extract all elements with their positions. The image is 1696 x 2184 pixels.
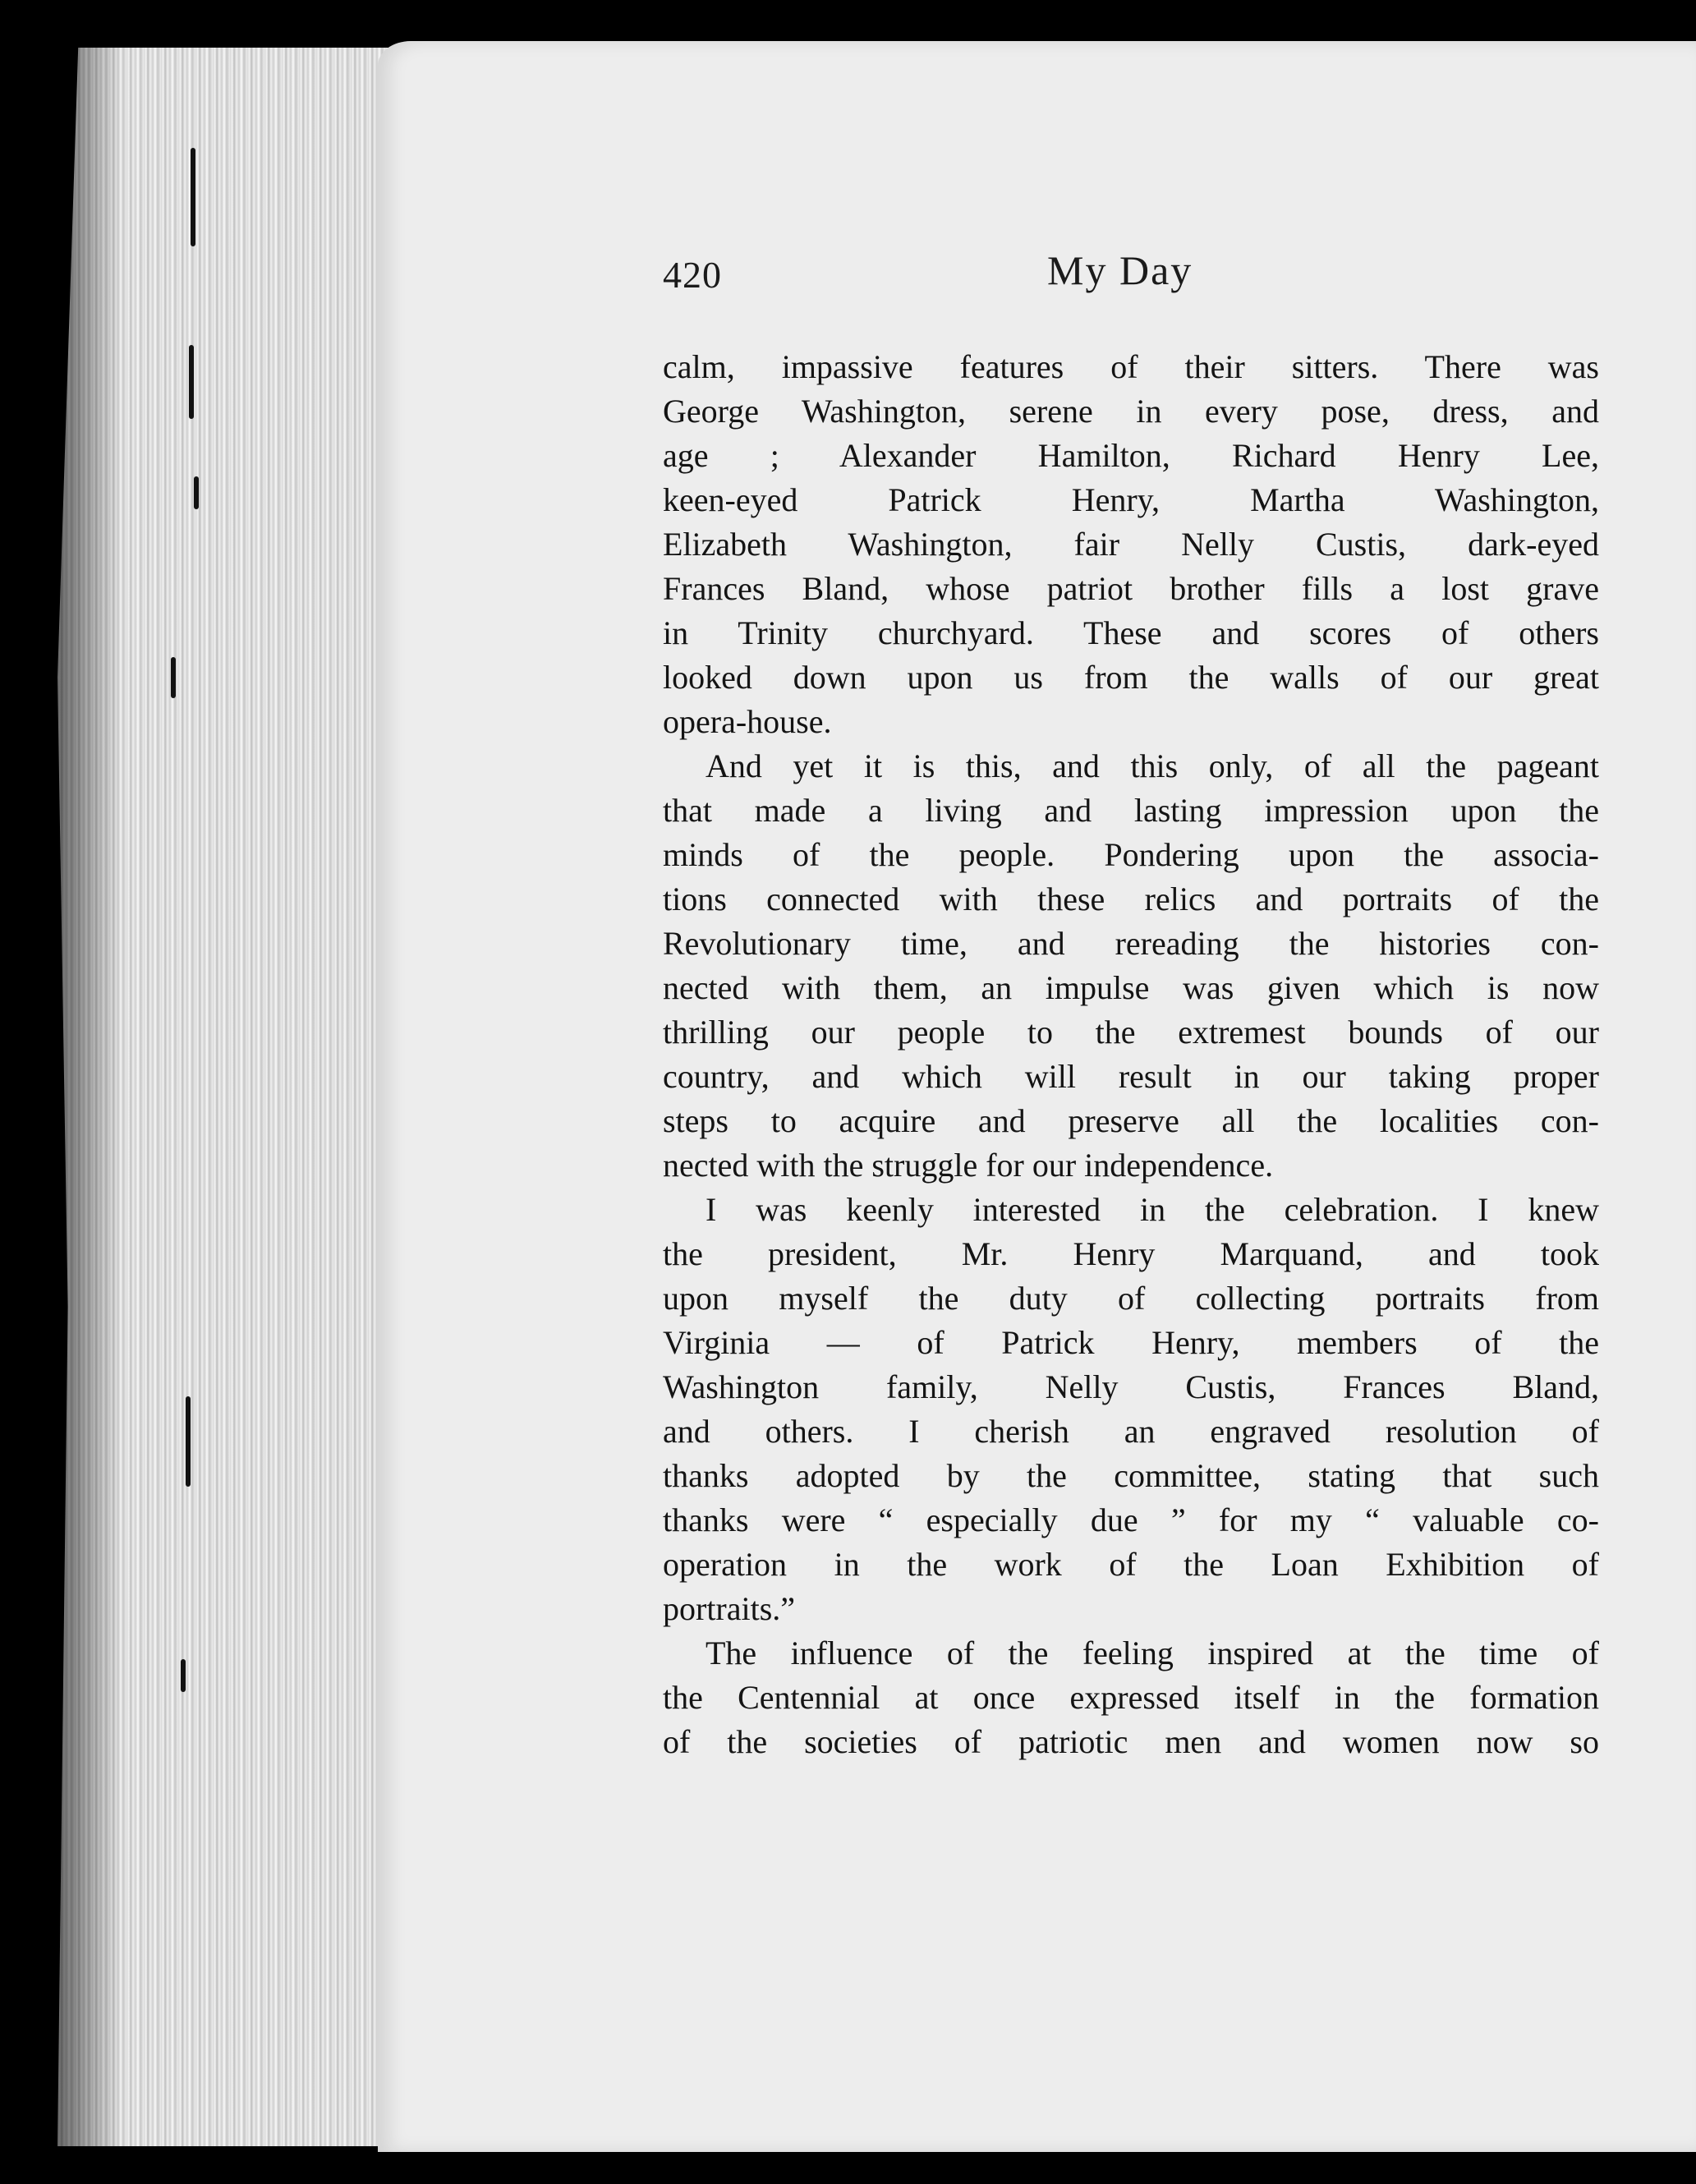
edge-mark	[191, 148, 195, 246]
text-line: Washington family, Nelly Custis, Frances Bland,	[663, 1368, 1599, 1405]
edge-mark	[194, 476, 199, 509]
text-line: tions connected with these relics and portraits of the	[663, 880, 1599, 917]
text-line: thanks were “ especially due ” for my “ valuable co-	[663, 1501, 1599, 1538]
text-line: minds of the people. Pondering upon the associa-	[663, 836, 1599, 873]
text-line: calm, impassive features of their sitters. There was	[663, 348, 1599, 385]
page-number: 420	[663, 254, 722, 296]
text-line: upon myself the duty of collecting portraits from	[663, 1280, 1599, 1317]
text-line: Frances Bland, whose patriot brother fills a lost grave	[663, 570, 1599, 607]
edge-mark	[181, 1659, 186, 1692]
edge-mark	[189, 345, 194, 419]
text-line: thrilling our people to the extremest bounds of our	[663, 1014, 1599, 1051]
running-head	[663, 247, 1599, 319]
text-line: that made a living and lasting impression upon the	[663, 792, 1599, 829]
text-line: Elizabeth Washington, fair Nelly Custis, dark-eyed	[663, 526, 1599, 563]
text-line: nected with the struggle for our independence.	[663, 1147, 1274, 1184]
text-line: of the societies of patriotic men and women now so	[663, 1723, 1599, 1760]
text-line: I was keenly interested in the celebration. I knew	[706, 1191, 1599, 1228]
text-line: Revolutionary time, and rereading the histories con-	[663, 925, 1599, 962]
running-title: My Day	[1047, 247, 1193, 293]
text-line: George Washington, serene in every pose, dress, and	[663, 393, 1599, 430]
text-line: keen-eyed Patrick Henry, Martha Washington,	[663, 481, 1599, 518]
text-line: looked down upon us from the walls of our great	[663, 659, 1599, 696]
page-edge-shadow	[57, 48, 123, 2146]
text-line: in Trinity churchyard. These and scores of others	[663, 614, 1599, 651]
text-line: nected with them, an impulse was given which is now	[663, 969, 1599, 1006]
edge-mark	[186, 1396, 191, 1487]
text-line: steps to acquire and preserve all the localities con-	[663, 1102, 1599, 1139]
text-line: opera-house.	[663, 703, 832, 740]
text-line: Virginia — of Patrick Henry, members of the	[663, 1324, 1599, 1361]
text-line: thanks adopted by the committee, stating that such	[663, 1457, 1599, 1494]
text-line: the president, Mr. Henry Marquand, and took	[663, 1235, 1599, 1272]
edge-mark	[171, 657, 176, 698]
text-line: The influence of the feeling inspired at the time of	[706, 1635, 1599, 1671]
text-line: operation in the work of the Loan Exhibition of	[663, 1546, 1599, 1583]
text-line: the Centennial at once expressed itself in the formation	[663, 1679, 1599, 1716]
text-line: and others. I cherish an engraved resolution of	[663, 1413, 1599, 1450]
body-text	[663, 345, 1599, 1764]
text-line: age ; Alexander Hamilton, Richard Henry Lee,	[663, 437, 1599, 474]
text-line: portraits.”	[663, 1590, 796, 1627]
text-line: And yet it is this, and this only, of all the pageant	[706, 747, 1599, 784]
text-line: country, and which will result in our taking proper	[663, 1058, 1599, 1095]
